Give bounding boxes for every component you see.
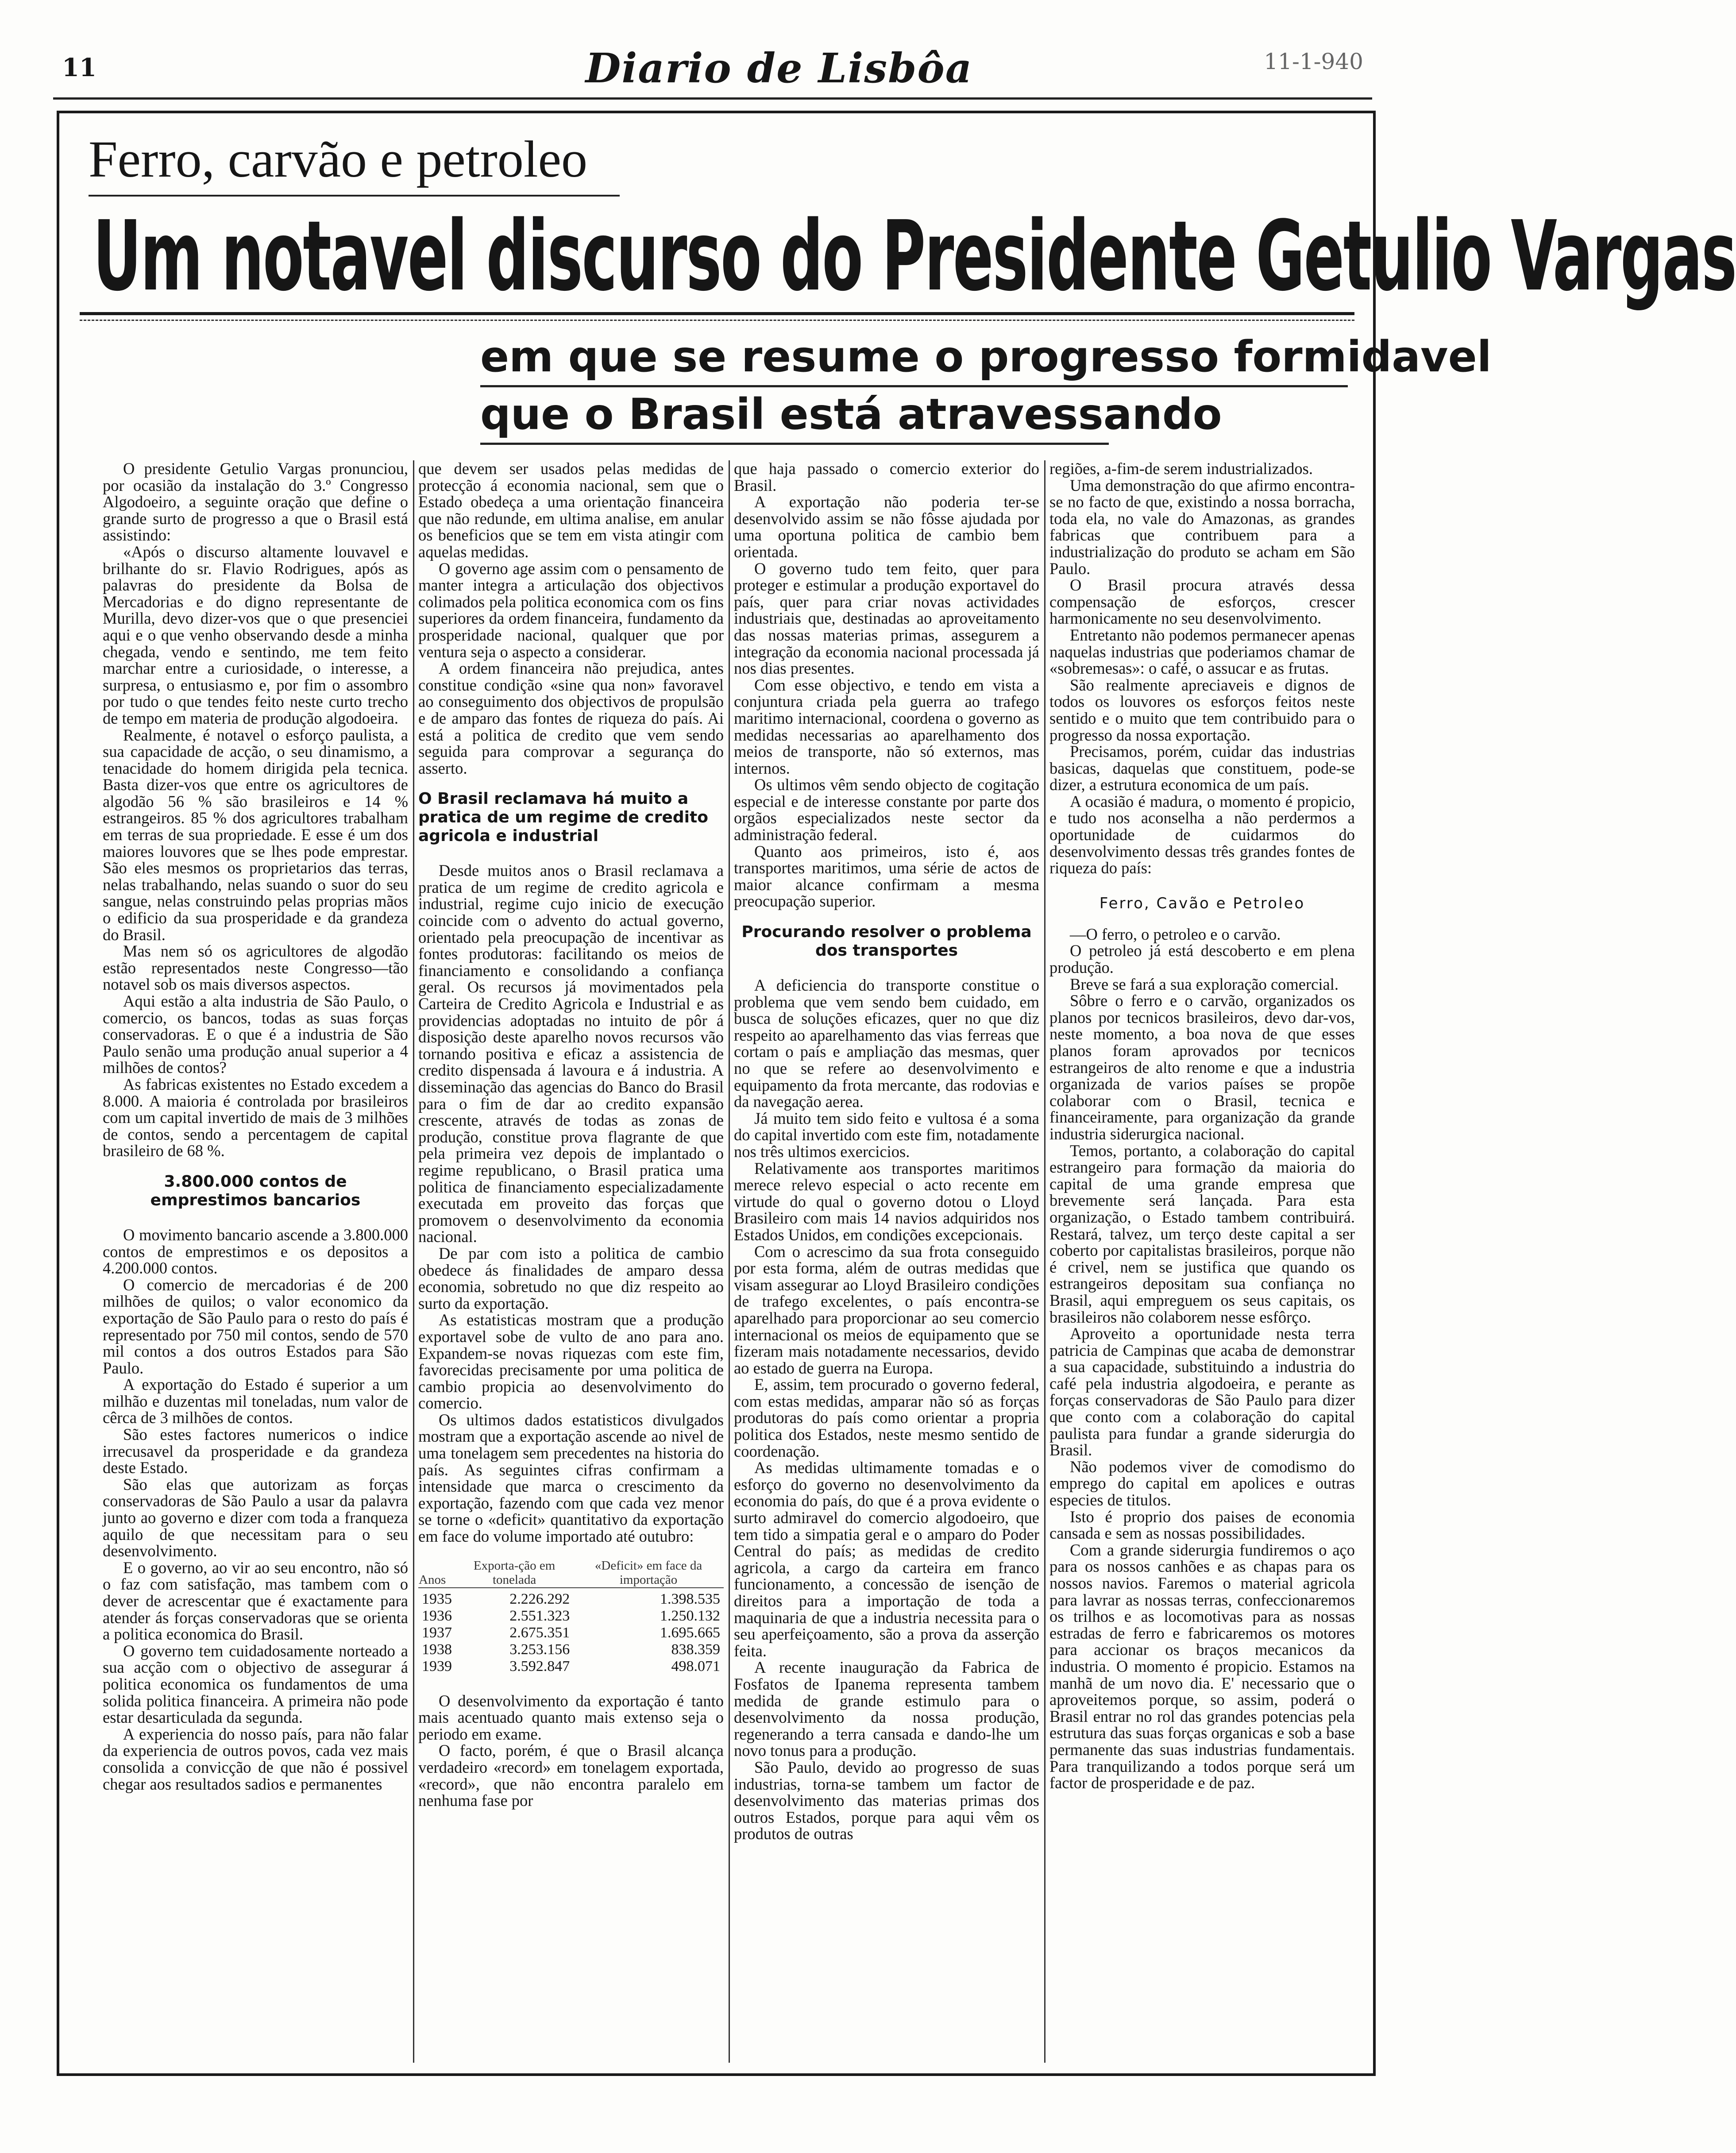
headline-rule-thin <box>80 320 1354 321</box>
paragraph: O facto, porém, é que o Brasil alcança verdadeiro «record» em tonelagem exportada, «record», que não encontra paralelo em nenhuma fase por <box>418 1741 724 1810</box>
table-cell: 1.398.535 <box>660 1590 720 1607</box>
paragraph: As medidas ultimamente tomadas e o esforço do governo no desenvolvimento da economia do país, do que é a prova evidente o surto admiravel do comercio algodoeiro, que tem tido a simpatia geral e o amparo do Poder Central do país; as medidas de credito agricola, a cargo da carteira em franco funcionamento, a concessão de isenção de direitos para a importação de toda a maquinaria de que a industria necessita para o seu aperfeiçoamento, são a prova da asserção feita. <box>734 1458 1039 1660</box>
column-divider <box>413 460 414 2063</box>
paragraph: A exportação do Estado é superior a um milhão e duzentas mil toneladas, num valor de cêrca de 3 milhões de contos. <box>103 1375 408 1427</box>
paragraph: Isto é proprio dos paises de economia cansada e sem as nossas possibilidades. <box>1049 1507 1355 1543</box>
paragraph: O desenvolvimento da exportação é tanto mais acentuado quanto mais extenso seja o periodo em exame. <box>418 1691 724 1743</box>
paragraph: Os ultimos vêm sendo objecto de cogitação especial e de interesse constante por parte dos orgãos especializados neste sector da administração federal. <box>734 776 1039 844</box>
section-heading: Ferro, Cavão e Petroleo <box>1099 894 1305 912</box>
paragraph: «Após o discurso altamente louvavel e brilhante do sr. Flavio Rodrigues, após as palavras do presidente da Bolsa de Mercadorias e do digno representante de Murilla, devo dizer-vos que o que presenciei aqui e o que venho observando desde a minha chegada, vendo e sentindo, me tem feito marchar entre a curiosidade, o interesse, a surpresa, o entusiasmo e, por fim o assombro por tudo o que tendes feito neste curto trecho de tempo em materia de produção algodoeira. <box>103 542 408 727</box>
table-row <box>418 1608 724 1624</box>
paragraph: São Paulo, devido ao progresso de suas industrias, torna-se tambem um factor de desenvolvimento das materias primas dos outros Estados, porque para aqui vêm os produtos de outras <box>734 1758 1039 1843</box>
subhead-2: que o Brasil está atravessando <box>480 390 1222 439</box>
paragraph: —O ferro, o petroleo e o carvão. <box>1070 925 1281 943</box>
paragraph: Desde muitos anos o Brasil reclamava a pratica de um regime de credito agricola e industrial, regime cujo inicio de execução coincide com o advento do actual governo, orientado pela preocupação de incentivar as fontes produtoras: facilitando os meios de financiamento e consolidando a confiança geral. Os recursos já movimentados pela Carteira de Credito Agricola e Industrial e as providencias adoptadas no intuito de pôr á disposição deste aparelho novos recursos vão tornando positiva e eficaz a assistencia de credito dispensada á lavoura e á industria. A disseminação das agencias do Banco do Brasil para o fim de dar ao credito expansão crescente, através de todas as zonas de produção, constitue prova flagrante de que pela primeira vez depois de implantado o regime republicano, o Brasil pratica uma politica de financiamento especializadamente executada em proveito das forças que promovem o desenvolvimento da economia nacional. <box>418 861 724 1246</box>
paragraph: Com o acrescimo da sua frota conseguido por esta forma, além de outras medidas que visam assegurar ao Lloyd Brasileiro condições de trafego excelentes, o país encontra-se aparelhado para proporcionar ao seu comercio internacional os meios de equipamento que se fizeram mais notadamente necessarios, devido ao estado de guerra na Europa. <box>734 1242 1039 1377</box>
paragraph: Breve se fará a sua exploração comercial. <box>1070 975 1339 993</box>
paragraph: Não podemos viver de comodismo do emprego do capital em apolices e outras especies de titulos. <box>1049 1457 1355 1509</box>
table-cell: 3.253.156 <box>509 1641 570 1658</box>
column-1 <box>103 460 408 1792</box>
paragraph: Aqui estão a alta industria de São Paulo, o comercio, os bancos, todas as suas forças conservadoras. E o que é a industria de São Paulo senão uma produção anual superior a 4 milhões de contos? <box>103 992 408 1077</box>
paragraph: que devem ser usados pelas medidas de protecção á economia nacional, sem que o Estado obedeça a uma orientação financeira que não redunde, em ultima analise, em anular os beneficios que se tem em vista atingir com aquelas medidas. <box>418 459 724 561</box>
table-cell: 3.592.847 <box>509 1658 570 1675</box>
table-cell: 1935 <box>422 1590 452 1607</box>
paragraph: Aproveito a oportunidade nesta terra patricia de Campinas que acaba de demonstrar a sua capacidade, substituindo a industria do café pela industria algodoeira, e perante as forças conservadoras de São Paulo para dizer que conto com a colaboração do capital paulista para fundar a grande siderurgia do Brasil. <box>1049 1324 1355 1459</box>
paragraph: As fabricas existentes no Estado excedem a 8.000. A maioria é controlada por brasileiros com um capital invertido de mais de 3 milhões de contos, sendo a percentagem de capital brasileiro de 68 %. <box>103 1075 408 1160</box>
paragraph: O governo tem cuidadosamente norteado a sua acção com o objectivo de assegurar á politica economica os fundamentos de uma solida politica financeira. A primeira não pode estar desarticulada da segunda. <box>103 1641 408 1727</box>
headline-rule <box>80 312 1354 315</box>
table-cell: 1.250.132 <box>660 1607 720 1624</box>
paragraph: E o governo, ao vir ao seu encontro, não só o faz com satisfação, mas tambem com o dever de acrescentar que é exactamente para atender ás forças conservadoras que se orienta a politica economica do Brasil. <box>103 1558 408 1644</box>
table-cell: 2.226.292 <box>509 1590 570 1607</box>
paragraph: A ordem financeira não prejudica, antes constitue condição «sine qua non» favoravel ao conseguimento dos objectivos de propulsão e de amparo das fontes de riqueza do país. Ai está a politica de credito que vem sendo seguida para comprovar a segurança do asserto. <box>418 659 724 777</box>
subhead-1-underline <box>480 385 1348 387</box>
column-3 <box>734 460 1039 1842</box>
subhead-2-underline <box>480 443 1109 445</box>
masthead-rule <box>53 97 1372 100</box>
paragraph: O comercio de mercadorias é de 200 milhões de quilos; o valor economico da exportação de São Paulo para o resto do país é representado por 750 mil contos, sendo de 570 mil contos a dos outros Estados para São Paulo. <box>103 1275 408 1377</box>
table-cell: 2.551.323 <box>509 1607 570 1624</box>
paragraph: O Brasil procura através dessa compensação de esforços, crescer harmonicamente no seu desenvolvimento. <box>1049 576 1355 628</box>
paragraph: regiões, a-fim-de serem industrializados. <box>1049 459 1313 478</box>
paragraph: Já muito tem sido feito e vultosa é a soma do capital invertido com este fim, notadamente nos três ultimos exercicios. <box>734 1109 1039 1161</box>
paragraph: Relativamente aos transportes maritimos merece relevo especial o acto recente em virtude do qual o governo dotou o Lloyd Brasileiro com mais 14 navios adquiridos nos Estados Unidos, em condições excepcionais. <box>734 1159 1039 1244</box>
paragraph: E, assim, tem procurado o governo federal, com estas medidas, amparar não só as forças produtoras do país como orientar a propria politica dos Estados, neste mesmo sentido de coordenação. <box>734 1375 1039 1460</box>
paragraph: O petroleo já está descoberto e em plena produção. <box>1049 941 1355 977</box>
table-cell: 1936 <box>422 1607 452 1624</box>
table-cell: 2.675.351 <box>509 1624 570 1641</box>
table-cell: 1938 <box>422 1641 452 1658</box>
paragraph: A ocasião é madura, o momento é propicio, e tudo nos aconselha a não perdermos a oportunidade de cuidarmos do desenvolvimento dessas três grandes fontes de riqueza do país: <box>1049 792 1355 877</box>
paragraph: A deficiencia do transporte constitue o problema que vem sendo bem cuidado, em busca de soluções eficazes, quer no que diz respeito ao aparelhamento das vias ferreas que cortam o país e ampliação das mesmas, quer no que se refere ao desenvolvimento e equipamento da frota mercante, das rodovias e da navegação aerea. <box>734 976 1039 1111</box>
table-row <box>418 1591 724 1608</box>
table-cell: 498.071 <box>671 1658 720 1675</box>
paragraph: Precisamos, porém, cuidar das industrias basicas, daquelas que constituem, pode-se dizer, a estrutura economica de um país. <box>1049 742 1355 794</box>
table-cell: 1939 <box>422 1658 452 1675</box>
paragraph: Os ultimos dados estatisticos divulgados mostram que a exportação ascende ao nivel de uma tonelagem sem precedentes na historia do país. As seguintes cifras confirmam a intensidade que marca o crescimento da exportação, fazendo com que cada vez menor se torne o «deficit» quantitativo da exportação em face do volume importado até outubro: <box>418 1410 724 1546</box>
table-cell: 838.359 <box>671 1641 720 1658</box>
subhead-1: em que se resume o progresso formidavel <box>480 332 1492 382</box>
masthead: Diario de Lisbôa <box>585 44 973 92</box>
column-4 <box>1049 460 1355 1791</box>
issue-date: 11-1-940 <box>1264 49 1363 74</box>
section-heading: Procurando resolver o problema dos transportes <box>741 923 1032 960</box>
paragraph: Mas nem só os agricultores de algodão estão representados neste Congresso—tão notavel sob os mais diversos aspectos. <box>103 942 408 994</box>
paragraph: São realmente apreciaveis e dignos de todos os louvores os esforços feitos neste sentido e o muito que tem contribuido para o progresso da nossa exportação. <box>1049 675 1355 744</box>
paragraph: Uma demonstração do que afirmo encontra-se no facto de que, existindo a nossa borracha, toda ela, no vale do Amazonas, as grandes fabricas que contribuem para a industrialização do produto se acham em São Paulo. <box>1049 476 1355 578</box>
table-header: Anos <box>419 1572 446 1587</box>
paragraph: A experiencia do nosso país, para não falar da experiencia de outros povos, cada vez mais consolida a convicção de que não é possivel chegar aos resultados sadios e permanentes <box>103 1725 408 1793</box>
paragraph: A recente inauguração da Fabrica de Fosfatos de Ipanema representa tambem medida de grande estimulo para o desenvolvimento da nossa produção, regenerando a terra cansada e dando-lhe um novo tonus para a produção. <box>734 1658 1039 1760</box>
table-row <box>418 1658 724 1675</box>
column-divider <box>1044 460 1045 2063</box>
paragraph: Com a grande siderurgia fundiremos o aço para os nossos canhões e as chapas para os nossos navios. Faremos o material agricola para lavrar as nossas terras, confeccionaremos os trilhos e as locomotivas para as nossas estradas de ferro e fabricaremos os motores para accionar os braços mecanicos da industria. O momento é propicio. Estamos na manhã de um novo dia. E' necessario que o aproveitemos porque, so assim, poderá o Brasil entrar no rol das grandes potencias pela estrutura das suas forças organicas e sob a base permanente das suas industrias fundamentais. Para tranquilizando a todos porque será um factor de prosperidade e de paz. <box>1049 1540 1355 1792</box>
paragraph: Realmente, é notavel o esforço paulista, a sua capacidade de acção, o seu dinamismo, a tenacidade do homem dirigida pela tecnica. Basta dizer-vos que entre os agricultores de algodão 56 % são brasileiros e 14 % estrangeiros. 85 % dos agricultores trabalham em terras de sua propriedade. E esse é um dos maiores louvores que se lhes pode emprestar. São eles mesmos os proprietarios das terras, nelas trabalhando, nelas suando o suor do seu sangue, nelas construindo pelas proprias mãos o edificio da sua prosperidade e da grandeza do Brasil. <box>103 725 408 944</box>
table-cell: 1.695.665 <box>660 1624 720 1641</box>
section-heading: 3.800.000 contos de emprestimos bancarios <box>150 1172 361 1209</box>
page-number: 11 <box>62 53 96 82</box>
paragraph: Entretanto não podemos permanecer apenas naquelas industrias que poderiamos chamar de «sobremesas»: o café, o assucar e as frutas. <box>1049 625 1355 678</box>
paragraph: Com esse objectivo, e tendo em vista a conjuntura criada pela guerra ao trafego maritimo internacional, coordena o governo as medidas necessarias ao aparelhamento dos meios de transporte, não só externos, mas internos. <box>734 675 1039 777</box>
paragraph: O governo age assim com o pensamento de manter integra a articulação dos objectivos colimados pela politica economica com os fins superiores da ordem financeira, fundamento da prosperidade nacional, qualquer que por ventura seja o aspecto a considerar. <box>418 559 724 661</box>
paragraph: As estatisticas mostram que a produção exportavel sobe de vulto de ano para ano. Expandem-se novas riquezas com este fim, favorecidas precisamente por uma politica de cambio propicia ao desenvolvimento do comercio. <box>418 1311 724 1412</box>
table-header: «Deficit» em face da importação <box>594 1558 702 1587</box>
column-2 <box>418 460 724 1809</box>
paragraph: O governo tudo tem feito, quer para proteger e estimular a produção exportavel do país, quer para criar novas actividades industriais que, destinadas ao aproveitamento das nossas materias primas, assegurem a integração da economia nacional processada já nos dias presentes. <box>734 559 1039 678</box>
paragraph: São estes factores numericos o indice irrecusavel da prosperidade e da grandeza deste Estado. <box>103 1425 408 1477</box>
table-header: Exporta-ção em tonelada <box>473 1558 556 1587</box>
export-table <box>418 1558 724 1675</box>
paragraph: Sôbre o ferro e o carvão, organizados os planos por tecnicos brasileiros, devo dar-vos, neste momento, a boa nova de que esses planos foram aprovados por tecnicos estrangeiros de alto renome e que a industria organizada de varios países se propõe colaborar com o Brasil, tecnica e financeiramente, para organização da grande industria siderurgica nacional. <box>1049 992 1355 1143</box>
paragraph: O presidente Getulio Vargas pronunciou, por ocasião da instalação do 3.º Congresso Algodoeiro, a seguinte oração que define o grande surto de progresso a que o Brasil está assistindo: <box>103 459 408 544</box>
kicker-rule <box>89 195 620 197</box>
table-row <box>418 1641 724 1658</box>
paragraph: A exportação não poderia ter-se desenvolvido assim se não fôsse ajudada por uma oportuna politica de cambio bem orientada. <box>734 493 1039 561</box>
column-divider <box>729 460 730 2063</box>
headline: Um notavel discurso do Presidente Getulio Vargas <box>93 201 1736 313</box>
table-cell: 1937 <box>422 1624 452 1641</box>
kicker: Ferro, carvão e petroleo <box>89 130 587 188</box>
section-heading: O Brasil reclamava há muito a pratica de um regime de credito agricola e industrial <box>418 790 708 845</box>
paragraph: De par com isto a politica de cambio obedece ás finalidades de amparo dessa economia, sobretudo no que diz respeito ao surto da exportação. <box>418 1244 724 1312</box>
paragraph: O movimento bancario ascende a 3.800.000 contos de emprestimos e os depositos a 4.200.000 contos. <box>103 1225 408 1277</box>
paragraph: Temos, portanto, a colaboração do capital estrangeiro para formação da maioria do capital de uma grande empresa que brevemente será lançada. Para esta organização, o Estado tambem contribuirá. Restará, talvez, um terço deste capital a ser coberto por capitalistas brasileiros, porque não é crivel, nem se justifica que quando os estrangeiros depositam sua confiança no Brasil, aqui empreguem os seus capitais, os brasileiros não colaborem nesse esfôrço. <box>1049 1141 1355 1326</box>
paragraph: São elas que autorizam as forças conservadoras de São Paulo a usar da palavra junto ao governo e dizer com toda a franqueza aquilo de que necessitam para o seu desenvolvimento. <box>103 1475 408 1560</box>
paragraph: que haja passado o comercio exterior do Brasil. <box>734 459 1039 494</box>
paragraph: Quanto aos primeiros, isto é, aos transportes maritimos, uma série de actos de maior alcance confirmam a mesma preocupação superior. <box>734 842 1039 911</box>
table-row <box>418 1624 724 1641</box>
